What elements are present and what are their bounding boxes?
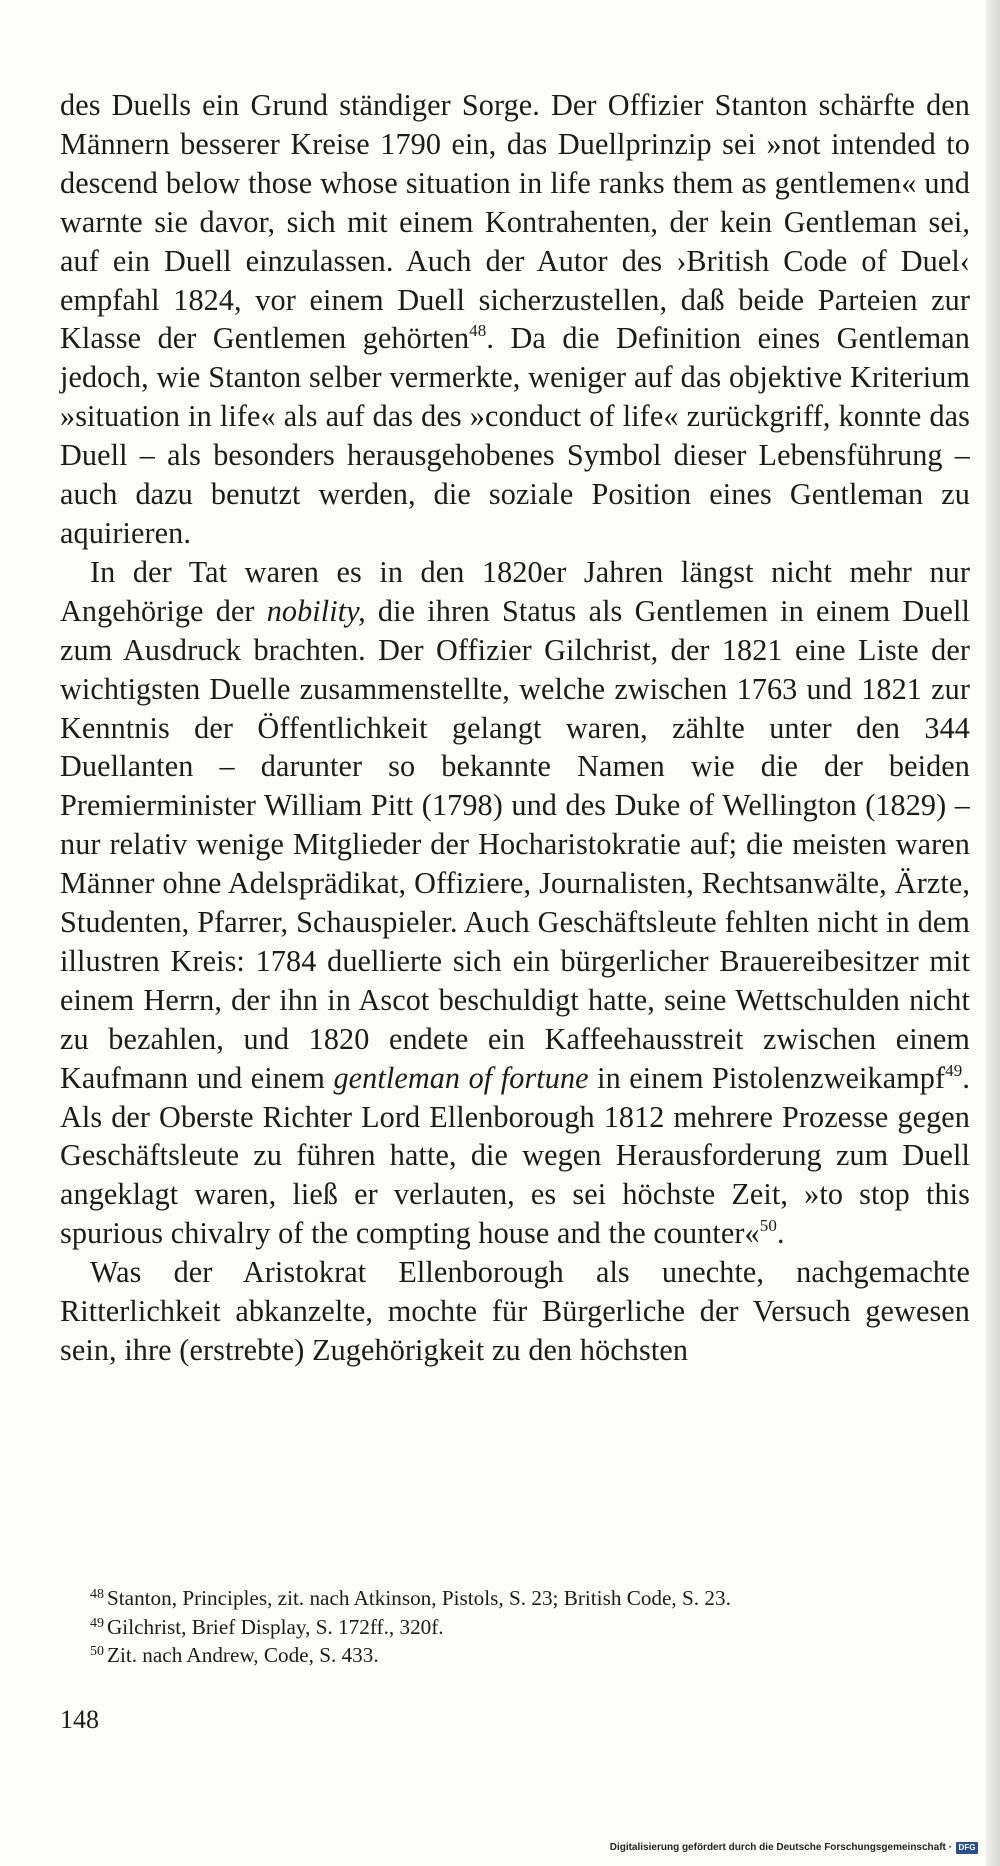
footnote-text: Gilchrist, Brief Display, S. 172ff., 320f.	[107, 1614, 444, 1639]
text-run: des Duells ein Grund ständiger Sorge. Der Offizier Stanton schärfte den Männern besserer Kreise 1790 ein, das Duellprinzip sei »not intended to descend below those whose situation in life ranks them as gentlemen« und warnte sie davor, sich mit einem Kontrahenten, der kein Gentleman sei, auf ein Duell einzulassen. Auch der Autor des ›British Code of Duel‹ empfahl 1824, vor einem Duell sicherzustellen, daß beide Parteien zur Klasse der Gentlemen gehörten	[60, 88, 970, 356]
footnote	[60, 1641, 970, 1670]
dfg-logo-icon: DFG	[956, 1842, 978, 1854]
text-run: In der Tat waren es in den 1820er Jahren längst nicht mehr nur Angehörige der	[60, 554, 970, 628]
footnotes	[60, 1584, 970, 1670]
footnote-number: 49	[90, 1615, 104, 1631]
paragraph	[60, 1253, 970, 1370]
text-run: . Da die Definition eines Gentleman jedoch, wie Stanton selber vermerkte, weniger auf das objektive Kriterium »situation in life« als auf das des »conduct of life« zurückgriff, konnte das Duell – als besonders herausgehobenes Symbol dieser Lebensführung – auch dazu benutzt werden, die soziale Position eines Gentleman zu aquirieren.	[60, 321, 970, 550]
footnote	[60, 1584, 970, 1613]
footnote-number: 50	[90, 1644, 104, 1659]
italic-term: nobility,	[266, 593, 366, 628]
footnote-text: Stanton, Principles, zit. nach Atkinson, Pistols, S. 23; British Code, S. 23.	[107, 1586, 731, 1610]
text-run: .	[776, 1216, 785, 1251]
paragraph	[60, 86, 970, 553]
credit-text: Digitalisierung gefördert durch die Deutsche Forschungsgemeinschaft ·	[609, 1842, 952, 1853]
italic-term: gentleman of fortune	[333, 1060, 589, 1095]
footnote-number: 48	[90, 1587, 104, 1602]
text-run: in einem Pistolenzweikampf	[588, 1060, 946, 1095]
text-run: Was der Aristokrat Ellenborough als unechte, nachgemachte Ritterlichkeit abkanzelte, mochte für Bürgerliche der Versuch gewesen sein, ihre (erstrebte) Zugehörigkeit zu den höchsten	[60, 1255, 970, 1367]
footnote	[60, 1613, 970, 1642]
body-text	[60, 86, 970, 1370]
page-number: 148	[60, 1705, 99, 1734]
paragraph	[60, 553, 970, 1253]
footnote-reference: 48	[469, 321, 487, 341]
scan-edge	[986, 0, 1000, 1866]
text-run: . Als der Oberste Richter Lord Ellenborough 1812 mehrere Prozesse gegen Geschäftsleute zu führen hatte, die wegen Herausforderung zum Duell angeklagt waren, ließ er verlauten, es sei höchste Zeit, »to stop this spurious chivalry of the compting house and the counter«	[60, 1060, 970, 1251]
digitization-credit	[610, 1841, 978, 1855]
footnote-reference: 49	[945, 1060, 963, 1080]
text-run: die ihren Status als Gentlemen in einem Duell zum Ausdruck brachten. Der Offizier Gilchrist, der 1821 eine Liste der wichtigsten Duelle zusammenstellte, welche zwischen 1763 und 1821 zur Kenntnis der Öffentlichkeit gelangt waren, zählte unter den 344 Duellanten – darunter so bekannte Namen wie die der beiden Premierminister William Pitt (1798) und des Duke of Wellington (1829) – nur relativ wenige Mitglieder der Hocharistokratie auf; die meisten waren Männer ohne Adelsprädikat, Offiziere, Journalisten, Rechtsanwälte, Ärzte, Studenten, Pfarrer, Schauspieler. Auch Geschäftsleute fehlten nicht in dem illustren Kreis: 1784 duellierte sich ein bürgerlicher Brauereibesitzer mit einem Herrn, der ihn in Ascot beschuldigt hatte, seine Wettschulden nicht zu bezahlen, und 1820 endete ein Kaffeehausstreit zwischen einem Kaufmann und einem	[60, 593, 970, 1095]
footnote-reference: 50	[759, 1216, 777, 1236]
footnote-text: Zit. nach Andrew, Code, S. 433.	[107, 1643, 379, 1667]
